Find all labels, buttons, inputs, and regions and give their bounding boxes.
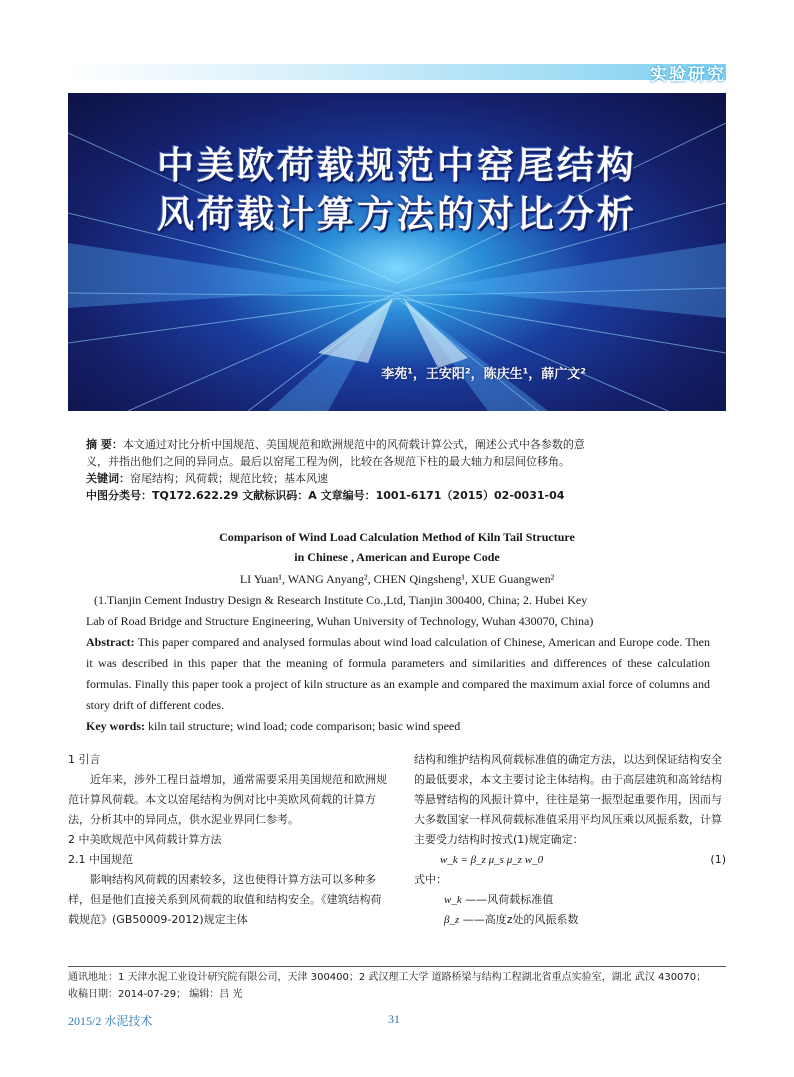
english-title-line1: Comparison of Wind Load Calculation Method of Kiln Tail Structure bbox=[219, 530, 575, 544]
body-column-left bbox=[68, 750, 392, 930]
english-abstract bbox=[86, 590, 710, 737]
english-title-line2: in Chinese , American and Europe Code bbox=[294, 550, 500, 564]
hero-authors: 李苑¹，王安阳²，陈庆生¹，薛广文² bbox=[381, 367, 586, 382]
body-paragraph: 近年来，涉外工程日益增加，通常需要采用美国规范和欧洲规范计算风荷载。本文以窑尾结构为例对比中美欧风荷载的计算方法，分析其中的异同点，供水泥业界同仁参考。 bbox=[68, 773, 387, 826]
section-heading-2-1: 2.1 中国规范 bbox=[68, 853, 133, 866]
english-keywords-label: Key words: bbox=[86, 719, 145, 733]
equation-1 bbox=[414, 850, 726, 870]
variable-text: ——风荷载标准值 bbox=[465, 893, 554, 906]
english-abstract-label: Abstract: bbox=[86, 635, 135, 649]
equation-number: (1) bbox=[710, 853, 726, 866]
hero-title-line2: 风荷载计算方法的对比分析 bbox=[157, 193, 637, 236]
body-paragraph: 结构和维护结构风荷载标准值的确定方法，以达到保证结构安全的最低要求，本文主要讨论主体结构。由于高层建筑和高耸结构等悬臂结构的风振计算中，往往是第一振型起重要作用，因而与大多数国家一样风荷载标准值采用平均风压乘以风振系数，计算主要受力结构时按式(1)规定确定： bbox=[414, 753, 722, 846]
classification-line: 中图分类号：TQ172.622.29 文献标识码：A 文章编号：1001-6171（2015）02-0031-04 bbox=[86, 489, 565, 502]
variable-definition bbox=[414, 890, 726, 910]
page-number: 31 bbox=[388, 1012, 400, 1026]
section-label: 实验研究 bbox=[650, 65, 726, 85]
hero-title-line1: 中美欧荷载规范中窑尾结构 bbox=[157, 144, 637, 187]
variable-symbol: β_z bbox=[444, 914, 460, 926]
chinese-abstract bbox=[86, 436, 708, 504]
english-authors: LI Yuan¹, WANG Anyang², CHEN Qingsheng¹, XUE Guangwen² bbox=[239, 572, 555, 586]
keywords-text: 窑尾结构；风荷载；规范比较；基本风速 bbox=[130, 472, 328, 485]
abstract-label: 摘 要： bbox=[86, 438, 123, 451]
keywords-label: 关键词： bbox=[86, 472, 130, 485]
english-keywords-text: kiln tail structure; wind load; code comparison; basic wind speed bbox=[145, 719, 461, 733]
affiliation-line-2: Lab of Road Bridge and Structure Engineering, Wuhan University of Technology, Wuhan 430070, China) bbox=[86, 614, 594, 628]
english-abstract-text: This paper compared and analysed formulas about wind load calculation of Chinese, American and Europe code. Then it was described in this paper that the meaning of formula parameters and similarities and differences of these calculation formulas. Finally this paper took a project of kiln structure as an example and compared the maximum axial force of columns and story drift of different codes. bbox=[86, 635, 710, 712]
footnote-rule bbox=[68, 966, 726, 967]
section-heading-1: 1 引言 bbox=[68, 753, 101, 766]
equation-expression: w_k = β_z μ_s μ_z w_0 bbox=[440, 854, 544, 866]
variable-symbol: w_k bbox=[444, 894, 462, 906]
footnote bbox=[68, 969, 726, 1003]
abstract-text-1: 本文通过对比分析中国规范、美国规范和欧洲规范中的风荷载计算公式，阐述公式中各参数的意 bbox=[122, 438, 585, 451]
footnote-dates: 收稿日期：2014-07-29； 编辑：吕 光 bbox=[68, 989, 243, 1000]
body-column-right bbox=[414, 750, 726, 930]
header-bar bbox=[68, 64, 726, 80]
variable-text: ——高度z处的风振系数 bbox=[462, 913, 579, 926]
body-paragraph: 影响结构风荷载的因素较多，这也使得计算方法可以多种多样，但是他们直接关系到风荷载的取值和结构安全。《建筑结构荷载规范》(GB50009-2012)规定主体 bbox=[68, 873, 382, 926]
affiliation-line-1: (1.Tianjin Cement Industry Design & Research Institute Co.,Ltd, Tianjin 300400, China; 2. Hubei Key bbox=[94, 593, 588, 607]
section-heading-2: 2 中美欧规范中风荷载计算方法 bbox=[68, 833, 222, 846]
hero-banner bbox=[68, 93, 726, 411]
variable-definition bbox=[414, 910, 726, 930]
footer-issue: 2015/2 水泥技术 bbox=[68, 1014, 153, 1028]
where-label: 式中： bbox=[414, 873, 447, 886]
abstract-text-2: 义，并指出他们之间的异同点。最后以窑尾工程为例，比较在各规范下柱的最大轴力和层间位移角。 bbox=[86, 455, 570, 468]
footnote-address: 通讯地址：1 天津水泥工业设计研究院有限公司，天津 300400；2 武汉理工大学 道路桥梁与结构工程湖北省重点实验室，湖北 武汉 430070； bbox=[68, 972, 707, 983]
